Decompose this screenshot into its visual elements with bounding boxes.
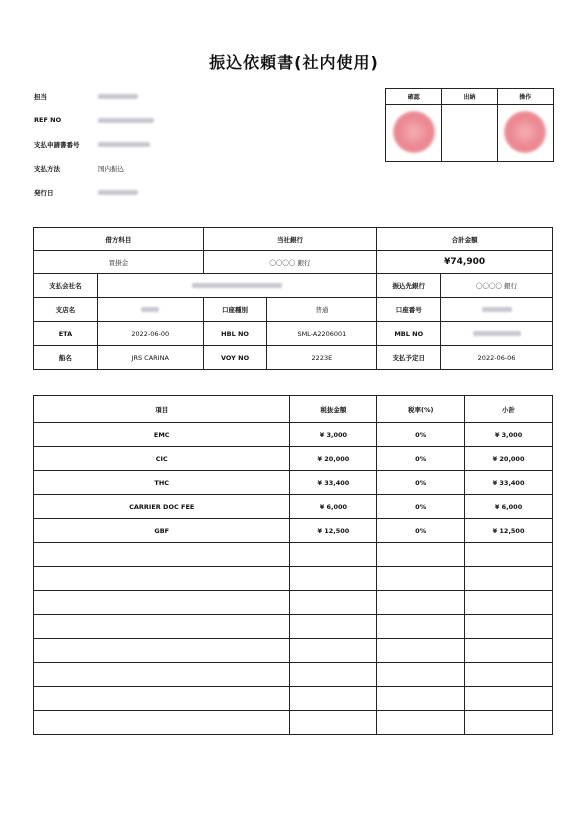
empty-cell xyxy=(465,687,553,711)
empty-cell xyxy=(465,591,553,615)
item-rate: 0% xyxy=(377,519,465,543)
pay-date-label: 支払予定日 xyxy=(377,346,441,370)
table-row xyxy=(34,495,553,519)
item-name: CIC xyxy=(34,447,290,471)
empty-cell xyxy=(290,615,377,639)
empty-cell xyxy=(377,687,465,711)
item-subtotal: ¥ 20,000 xyxy=(465,447,553,471)
table-row-empty xyxy=(34,591,553,615)
hbl-label: HBL NO xyxy=(203,322,267,346)
empty-cell xyxy=(34,591,290,615)
info-label: 発行日 xyxy=(34,189,54,197)
vessel-value: JRS CARINA xyxy=(97,346,203,370)
transfer-bank-value: 〇〇〇〇 銀行 xyxy=(441,274,553,298)
info-row-payment-request-no xyxy=(34,140,284,164)
empty-cell xyxy=(377,543,465,567)
info-label: 支払申請書番号 xyxy=(34,141,80,149)
empty-cell xyxy=(34,543,290,567)
info-value: 国内振込 xyxy=(98,165,124,173)
branch-value-redacted xyxy=(97,298,203,322)
account-type-label: 口座種別 xyxy=(203,298,267,322)
empty-cell xyxy=(290,711,377,735)
empty-cell xyxy=(290,591,377,615)
header-debit-account: 借方科目 xyxy=(34,228,204,251)
eta-value: 2022-06-00 xyxy=(97,322,203,346)
approval-stamp-cell-empty xyxy=(442,105,497,162)
item-name: EMC xyxy=(34,423,290,447)
header-info xyxy=(34,92,284,212)
empty-cell xyxy=(465,543,553,567)
item-name: GBF xyxy=(34,519,290,543)
table-row-empty xyxy=(34,543,553,567)
col-header-tax-rate: 税率(%) xyxy=(377,396,465,423)
table-row-empty xyxy=(34,687,553,711)
empty-cell xyxy=(377,639,465,663)
branch-label: 支店名 xyxy=(34,298,98,322)
table-row xyxy=(34,447,553,471)
empty-cell xyxy=(465,639,553,663)
empty-cell xyxy=(34,567,290,591)
empty-cell xyxy=(377,591,465,615)
item-subtotal: ¥ 6,000 xyxy=(465,495,553,519)
item-subtotal: ¥ 33,400 xyxy=(465,471,553,495)
line-items-table xyxy=(33,395,553,735)
empty-cell xyxy=(290,639,377,663)
empty-cell xyxy=(465,663,553,687)
info-value-redacted xyxy=(98,116,154,124)
approval-header-confirm: 確認 xyxy=(386,89,442,105)
item-name: CARRIER DOC FEE xyxy=(34,495,290,519)
info-row-issue-date xyxy=(34,188,284,212)
info-row-payment-method xyxy=(34,164,284,188)
item-amount: ¥ 3,000 xyxy=(290,423,377,447)
table-row xyxy=(34,423,553,447)
empty-cell xyxy=(34,687,290,711)
item-rate: 0% xyxy=(377,447,465,471)
vessel-label: 船名 xyxy=(34,346,98,370)
voy-value: 2223E xyxy=(267,346,377,370)
info-value-redacted xyxy=(98,92,138,100)
total-amount-value: ¥74,900 xyxy=(377,251,553,274)
seal-stamp xyxy=(393,111,435,153)
pay-date-value: 2022-06-06 xyxy=(441,346,553,370)
empty-cell xyxy=(465,615,553,639)
approval-header-cashier: 出納 xyxy=(442,89,497,105)
table-row-empty xyxy=(34,639,553,663)
info-label: REF NO xyxy=(34,116,62,124)
empty-cell xyxy=(465,567,553,591)
seal-stamp xyxy=(504,111,546,153)
summary-table xyxy=(33,227,553,370)
empty-cell xyxy=(290,543,377,567)
info-row-ref-no xyxy=(34,116,284,140)
approval-stamp-cell xyxy=(497,105,553,162)
item-rate: 0% xyxy=(377,471,465,495)
table-row xyxy=(34,471,553,495)
empty-cell xyxy=(290,663,377,687)
empty-cell xyxy=(377,663,465,687)
item-amount: ¥ 33,400 xyxy=(290,471,377,495)
table-row-empty xyxy=(34,711,553,735)
voy-label: VOY NO xyxy=(203,346,267,370)
info-label: 支払方法 xyxy=(34,165,60,173)
document-title: 振込依頼書(社内使用) xyxy=(209,53,379,72)
account-no-label: 口座番号 xyxy=(377,298,441,322)
debit-account-value: 買掛金 xyxy=(34,251,204,274)
empty-cell xyxy=(377,711,465,735)
col-header-amount: 税抜金額 xyxy=(290,396,377,423)
mbl-value-redacted xyxy=(441,322,553,346)
company-bank-value: 〇〇〇〇 銀行 xyxy=(203,251,377,274)
empty-cell xyxy=(377,615,465,639)
col-header-item: 項目 xyxy=(34,396,290,423)
empty-cell xyxy=(34,711,290,735)
approval-header-operator: 操作 xyxy=(497,89,553,105)
payee-value-redacted xyxy=(97,274,376,298)
table-row-empty xyxy=(34,663,553,687)
item-name: THC xyxy=(34,471,290,495)
eta-label: ETA xyxy=(34,322,98,346)
item-amount: ¥ 6,000 xyxy=(290,495,377,519)
info-label: 担当 xyxy=(34,93,47,101)
empty-cell xyxy=(290,687,377,711)
empty-cell xyxy=(290,567,377,591)
empty-cell xyxy=(377,567,465,591)
info-row-staff xyxy=(34,92,284,116)
approval-stamp-cell xyxy=(386,105,442,162)
table-row xyxy=(34,519,553,543)
header-company-bank: 当社銀行 xyxy=(203,228,377,251)
info-value-redacted xyxy=(98,140,150,148)
info-value-redacted xyxy=(98,188,138,196)
approval-box xyxy=(385,88,554,162)
transfer-bank-label: 振込先銀行 xyxy=(377,274,441,298)
item-amount: ¥ 12,500 xyxy=(290,519,377,543)
col-header-subtotal: 小計 xyxy=(465,396,553,423)
header-total-amount: 合計金額 xyxy=(377,228,553,251)
empty-cell xyxy=(34,615,290,639)
empty-cell xyxy=(34,663,290,687)
account-type-value: 普通 xyxy=(267,298,377,322)
table-row-empty xyxy=(34,615,553,639)
empty-cell xyxy=(465,711,553,735)
empty-cell xyxy=(34,639,290,663)
table-row-empty xyxy=(34,567,553,591)
hbl-value: SML-A2206001 xyxy=(267,322,377,346)
item-subtotal: ¥ 12,500 xyxy=(465,519,553,543)
mbl-label: MBL NO xyxy=(377,322,441,346)
item-rate: 0% xyxy=(377,423,465,447)
payee-label: 支払会社名 xyxy=(34,274,98,298)
item-subtotal: ¥ 3,000 xyxy=(465,423,553,447)
account-no-value-redacted xyxy=(441,298,553,322)
item-amount: ¥ 20,000 xyxy=(290,447,377,471)
item-rate: 0% xyxy=(377,495,465,519)
